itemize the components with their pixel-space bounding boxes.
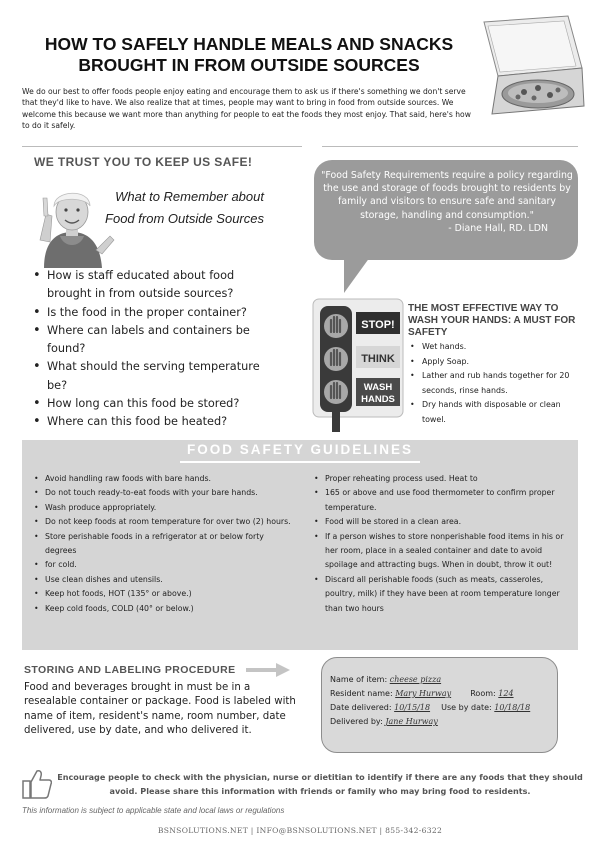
label-row bbox=[330, 701, 558, 715]
list-item: • Use clean dishes and utensils. bbox=[32, 573, 294, 587]
encourage-note: Encourage people to check with the physician, nurse or dietitian to identify if there are any foods that they should avoid. Please share this information with friends or family who may bring food to residents. bbox=[57, 772, 583, 796]
trust-heading: WE TRUST YOU TO KEEP US SAFE! bbox=[34, 155, 253, 169]
intro-paragraph: We do our best to offer foods people enjoy eating and encourage them to ask us if there's something we don't serve that they'd like to have. We also realize that at times, people may want to bring in food from outside sources. We welcome this because we want more than anything for people to eat the foods they most enjoy. That said, here's how to do it safely. bbox=[22, 87, 471, 130]
item-name-value: cheese pizza bbox=[389, 675, 442, 684]
list-item: • Lather and rub hands together for 20 seconds, rinse hands. bbox=[408, 369, 580, 398]
divider bbox=[22, 146, 302, 147]
list-item: • Is the food in the proper container? bbox=[32, 304, 282, 322]
list-item: • Keep hot foods, HOT (135° or above.) bbox=[32, 587, 294, 601]
stop-label: STOP! bbox=[361, 319, 395, 331]
list-item: • Dry hands with disposable or clean towel. bbox=[408, 398, 580, 427]
list-item: • Where can labels and containers be found? bbox=[32, 322, 282, 359]
storing-heading: STORING AND LABELING PROCEDURE bbox=[24, 664, 236, 676]
delivered-by-label: Delivered by: bbox=[330, 717, 383, 726]
list-item: • If a person wishes to store nonperishable food items in his or her room, place in a sealed container and date to avoid spoilage and attracting bugs. When in doubt, throw it out! bbox=[312, 530, 574, 573]
date-delivered-label: Date delivered: bbox=[330, 703, 392, 712]
sample-label bbox=[330, 673, 558, 729]
list-item: • What should the serving temperature be? bbox=[32, 358, 282, 395]
divider bbox=[322, 146, 578, 147]
list-item: • Wet hands. bbox=[408, 340, 580, 355]
wash-label: WASH bbox=[363, 382, 393, 393]
quote-attribution: - Diane Hall, RD. LDN bbox=[448, 222, 548, 234]
list-item: • Apply Soap. bbox=[408, 355, 580, 370]
list-item: • How is staff educated about food brought in from outside sources? bbox=[32, 267, 282, 304]
list-item: • Avoid handling raw foods with bare hands. bbox=[32, 472, 294, 486]
list-item: • Proper reheating process used. Heat to bbox=[312, 472, 574, 486]
thumbs-up-icon bbox=[22, 768, 52, 800]
label-row bbox=[330, 673, 558, 687]
arrow-right-icon bbox=[246, 663, 290, 677]
list-item: • Wash produce appropriately. bbox=[32, 501, 294, 515]
disclaimer: This information is subject to applicable state and local laws or regulations bbox=[22, 806, 285, 815]
item-name-label: Name of item: bbox=[330, 675, 388, 684]
use-by-label: Use by date: bbox=[441, 703, 492, 712]
hands-label: HANDS bbox=[361, 394, 395, 405]
guidelines-right-list bbox=[312, 472, 574, 616]
list-item: • for cold. bbox=[32, 558, 294, 572]
list-item: • 165 or above and use food thermometer to confirm proper temperature. bbox=[312, 486, 574, 515]
footer-contact: BSNSOLUTIONS.NET | INFO@BSNSOLUTIONS.NET | 855-342-6322 bbox=[157, 826, 443, 835]
use-by-value: 10/18/18 bbox=[494, 703, 531, 712]
pizza-box-image bbox=[478, 14, 586, 124]
page-title: HOW TO SAFELY HANDLE MEALS AND SNACKS BROUGHT IN FROM OUTSIDE SOURCES bbox=[44, 34, 454, 75]
remember-heading: What to Remember about Food from Outside Sources bbox=[105, 189, 264, 226]
list-item: • How long can this food be stored? bbox=[32, 395, 282, 413]
list-item: • Discard all perishable foods (such as meats, casseroles, poultry, milk) if they have been at room temperature longer than two hours bbox=[312, 573, 574, 616]
wash-hands-heading: THE MOST EFFECTIVE WAY TO WASH YOUR HANDS: A MUST FOR SAFETY bbox=[408, 303, 576, 338]
list-item: • Keep cold foods, COLD (40° or below.) bbox=[32, 602, 294, 616]
date-delivered-value: 10/15/18 bbox=[394, 703, 431, 712]
resident-name-label: Resident name: bbox=[330, 689, 393, 698]
questions-list bbox=[32, 267, 282, 432]
heading-underline bbox=[180, 461, 420, 463]
list-item: • Store perishable foods in a refrigerator at or below forty degrees bbox=[32, 530, 294, 559]
quote-bubble-tail bbox=[344, 257, 376, 293]
stop-think-wash-graphic bbox=[312, 298, 404, 432]
list-item: • Do not touch ready-to-eat foods with your bare hands. bbox=[32, 486, 294, 500]
label-row bbox=[330, 715, 558, 729]
quote-block bbox=[318, 169, 576, 235]
list-item: • Food will be stored in a clean area. bbox=[312, 515, 574, 529]
label-row bbox=[330, 687, 558, 701]
delivered-by-value: Jane Hurway bbox=[385, 717, 438, 726]
room-value: 124 bbox=[498, 689, 514, 698]
guidelines-heading: FOOD SAFETY GUIDELINES bbox=[186, 442, 414, 457]
wash-steps-list bbox=[408, 340, 580, 428]
resident-name-value: Mary Hurway bbox=[395, 689, 452, 698]
quote-text: "Food Safety Requirements require a policy regarding the use and storage of foods brought to residents by family and visitors to ensure safe and sanitary storage, handling and consumption." bbox=[321, 170, 573, 221]
list-item: • Do not keep foods at room temperature for over two (2) hours. bbox=[32, 515, 294, 529]
think-label: THINK bbox=[361, 353, 395, 365]
room-label: Room: bbox=[470, 689, 496, 698]
storing-paragraph: Food and beverages brought in must be in a resealable container or package. Food is labeled with name of item, resident's name, room number, date delivered, use by date, and who delivered it. bbox=[24, 682, 296, 737]
list-item: • Where can this food be heated? bbox=[32, 413, 282, 431]
guidelines-left-list bbox=[32, 472, 294, 616]
